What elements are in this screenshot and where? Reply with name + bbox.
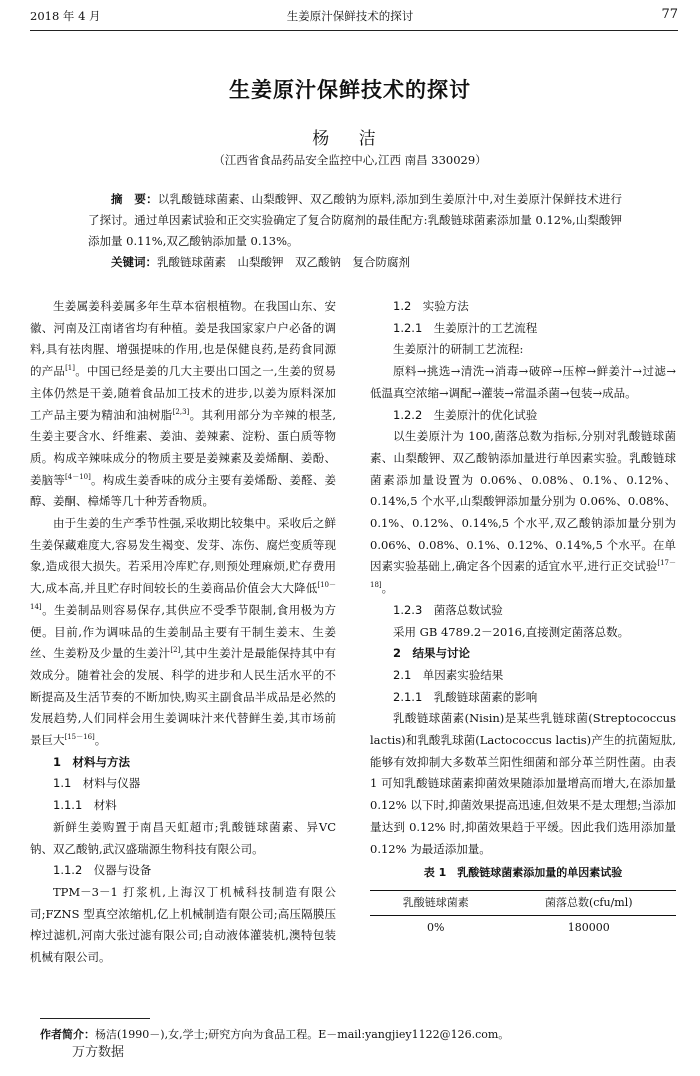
table-cell: 0% — [427, 921, 445, 935]
table-header-row — [370, 890, 676, 915]
footnote-rule — [40, 1018, 150, 1019]
table-caption: 表 1 乳酸链球菌素添加量的单因素试验 — [423, 866, 623, 880]
author-footnote — [40, 1026, 509, 1042]
subsection-heading: 1.1 材料与仪器 — [53, 776, 141, 791]
section-heading: 2 结果与讨论 — [393, 646, 471, 661]
intro-paragraph-1 — [30, 296, 336, 513]
right-column — [370, 296, 676, 940]
citation: [1] — [65, 364, 75, 373]
subsubsection-heading: 1.2.2 生姜原汁的优化试验 — [393, 407, 538, 422]
text-run: 。 — [381, 581, 394, 596]
abstract-block — [88, 189, 622, 273]
abstract-label: 摘 要： — [111, 192, 158, 206]
colony-count-paragraph: 采用 GB 4789.2－2016,直接测定菌落总数。 — [393, 624, 630, 639]
subsection-heading: 1.2 实验方法 — [393, 299, 469, 313]
nisin-paragraph: 乳酸链球菌素(Nisin)是某些乳链球菌(Streptococcus lactis)和乳酸乳球菌(Lactococcus lactis)产生的抗菌短肽,能够有效抑制大多数革兰阳性细菌和部分革兰阴性菌。由表 1 可知乳酸链球菌素抑菌效果随添加量增高而增大,在添加量 0.12% 以下时,抑菌效果提高迅速,但效果不是太理想;当添加量达到 0.12% 时,抑菌效果趋于平缓。因此我们选用添加量 0.12% 为最适添加量。 — [370, 711, 676, 856]
section-heading: 1 材料与方法 — [53, 754, 131, 769]
author-name: 杨 洁 — [312, 129, 388, 149]
header-page-number: 77 — [661, 7, 678, 22]
abstract-text: 以乳酸链球菌素、山梨酸钾、双乙酸钠为原料,添加到生姜原汁中,对生姜原汁保鲜技术进行了探讨。通过单因素试验和正交实验确定了复合防腐剂的最佳配方:乳酸链球菌素添加量 0.12%,山梨酸钾添加量 0.11%,双乙酸钠添加量 0.13%。 — [88, 192, 623, 248]
process-intro: 生姜原汁的研制工艺流程: — [393, 342, 524, 357]
materials-paragraph: 新鲜生姜购置于南昌天虹超市;乳酸链球菌素、异VC 钠、双乙酸钠,武汉盛瑞源生物科技有限公司。 — [30, 819, 336, 856]
equipment-paragraph: TPM－3－1 打浆机,上海汉丁机械科技制造有限公司;FZNS 型真空浓缩机,亿上机械制造有限公司;高压隔膜压榨过滤机,河南大张过滤有限公司;自动液体灌装机,澳特包装机械有限公司。 — [30, 884, 336, 965]
table-cell: 180000 — [567, 921, 610, 935]
watermark-text: 万方数据 — [72, 1045, 125, 1060]
citation: [2,3] — [172, 407, 190, 416]
abstract — [88, 189, 622, 252]
text-run: 。中国已经是姜的几大主要出口国之一,生姜的贸易主体仍然是干姜,随着食品加工技术的进步,以姜为原料深加工产品主要为精油和油树脂 — [30, 364, 337, 422]
footnote-label: 作者简介： — [40, 1028, 95, 1041]
subsubsection-heading: 1.2.3 菌落总数试验 — [393, 602, 503, 617]
text-run: ,其中生姜汁是最能保持其中有效成分。随着社会的发展、科学的进步和人民生活水平的不断提高及生活节奏的不断加快,购买主副食品半成品是必然的发展趋势,人们同样会用生姜调味汁来代替鲜生姜,其市场前景巨大 — [30, 646, 337, 748]
keywords-label: 关键词： — [111, 255, 157, 269]
citation: [10－14] — [30, 581, 336, 612]
subsubsection-heading: 1.2.1 生姜原汁的工艺流程 — [393, 320, 538, 335]
subsection-heading: 2.1 单因素实验结果 — [393, 667, 504, 682]
footnote-text: 杨洁(1990－),女,学士;研究方向为食品工程。E－mail:yangjiey1122@126.com。 — [95, 1028, 510, 1041]
text-run: 。其利用部分为辛辣的根茎,生姜主要含水、纤维素、姜油、姜辣素、淀粉、蛋白质等物质。构成辛辣味成分的物质主要是姜辣素及姜烯酮、姜酚、姜脑等 — [30, 407, 336, 487]
text-run: 由于生姜的生产季节性强,采收期比较集中。采收后之鲜生姜保藏难度大,容易发生褐变、发芽、冻伤、腐烂变质等现象,造成很大损失。若采用冷库贮存,则预处理麻烦,贮存费用大,成本高,并且贮存时间较长的生姜商品价值会大大降低 — [30, 516, 336, 596]
text-run: 以生姜原汁为 100,菌落总数为指标,分别对乳酸链球菌素、山梨酸钾、双乙酸钠添加量进行单因素实验。乳酸链球菌素添加量设置为 0.06%、0.08%、0.1%、0.12%、0.14%,5 个水平,山梨酸钾添加量分别为 0.06%、0.08%、0.1%、0.12%、0.14%,5 个水平,双乙酸钠添加量分别为 0.06%、0.08%、0.1%、0.12%、0.14%,5 个水平。在单因素实验基础上,确定各个因素的适宜水平,进行正交试验 — [370, 429, 676, 574]
process-flow: 原料→挑选→清洗→消毒→破碎→压榨→鲜姜汁→过滤→低温真空浓缩→调配→灌装→常温杀菌→包装→成品。 — [370, 364, 676, 400]
text-run: 生姜属姜科姜属多年生草本宿根植物。在我国山东、安徽、河南及江南诸省均有种植。姜是我国家家户户必备的调料,具有祛肉腥、增强提味的作用,也是保健良药,是药食同源的产品 — [30, 299, 336, 379]
intro-paragraph-2 — [30, 513, 336, 752]
optimization-paragraph — [370, 426, 676, 600]
keywords-text: 乳酸链球菌素 山梨酸钾 双乙酸钠 复合防腐剂 — [157, 255, 410, 269]
citation: [2] — [170, 646, 181, 655]
subsubsection-heading: 1.1.2 仪器与设备 — [53, 863, 152, 878]
text-run: 。 — [94, 733, 107, 748]
text-run: 。生姜制品则容易保存,其供应不受季节限制,食用极为方便。目前,作为调味品的生姜制品主要有干制生姜末、生姜丝、生姜粉及少量的生姜汁 — [30, 602, 336, 661]
paper-title: 生姜原汁保鲜技术的探讨 — [229, 78, 471, 102]
keywords — [88, 252, 622, 273]
table-row — [370, 915, 676, 940]
text-run: 。构成生姜香味的成分主要有姜烯酚、姜醛、姜醇、姜酮、樟烯等几十种芳香物质。 — [30, 472, 337, 509]
subsubsection-heading: 1.1.1 材料 — [53, 798, 117, 813]
header-running-title: 生姜原汁保鲜技术的探讨 — [286, 9, 414, 23]
header-rule — [30, 30, 678, 31]
author-affiliation: （江西省食品药品安全监控中心,江西 南昌 330029） — [213, 153, 487, 167]
header-date: 2018 年 4 月 — [30, 9, 101, 23]
table-header-cell: 乳酸链球菌素 — [370, 890, 502, 915]
subsubsection-heading: 2.1.1 乳酸链球菌素的影响 — [393, 689, 538, 704]
citation: [4－10] — [65, 472, 91, 481]
left-column — [30, 296, 336, 969]
citation: [17－18] — [370, 559, 676, 590]
table-1 — [370, 890, 676, 940]
table-header-cell: 菌落总数(cfu/ml) — [502, 890, 676, 915]
citation: [15－16] — [64, 733, 95, 742]
